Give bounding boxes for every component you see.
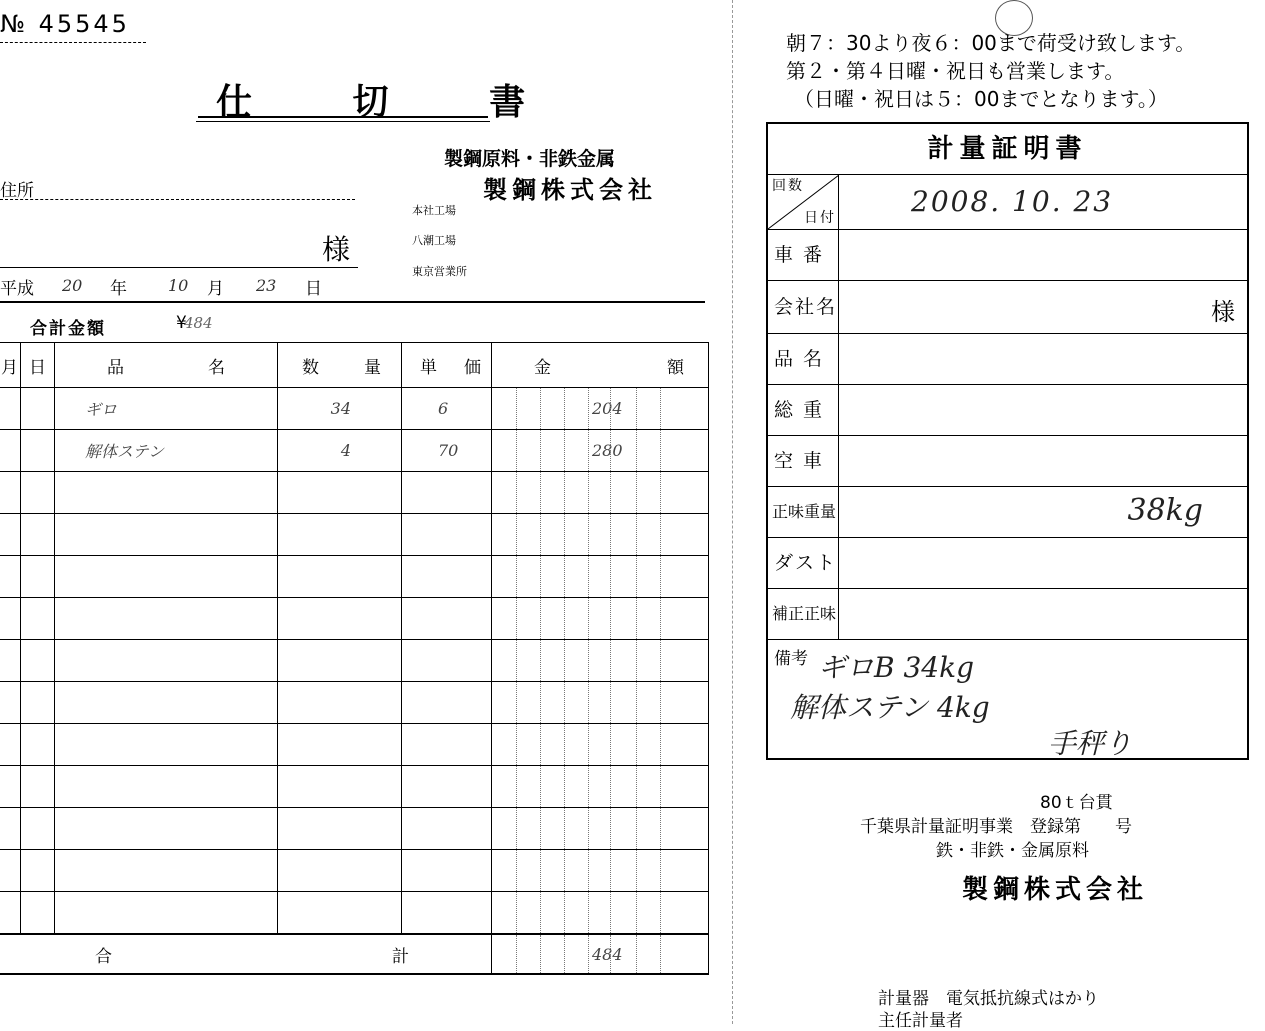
cert-row-date [768, 175, 1247, 230]
gross-label: 総 重 [768, 385, 839, 435]
amount-digit-separator [588, 388, 589, 429]
amount-digit-separator [540, 430, 541, 471]
cert-row-dust [768, 538, 1247, 589]
date-day-handwritten: 23 [256, 276, 277, 295]
date-month-unit: 月 [207, 279, 224, 299]
title-underline [198, 116, 488, 118]
gross-value [839, 385, 1247, 435]
amount-digit-separator [610, 892, 611, 933]
amount-digit-separator [660, 766, 661, 807]
materials-text: 鉄・非鉄・金属原料 [936, 841, 1089, 861]
table-row [0, 808, 709, 850]
amount-digit-separator [660, 935, 661, 973]
items-table-header [0, 343, 709, 388]
amount-digit-separator [540, 892, 541, 933]
date-line [0, 301, 705, 303]
amount-digit-separator [660, 514, 661, 555]
amount-digit-separator [540, 556, 541, 597]
items-table [0, 342, 709, 975]
amount-digit-separator [516, 766, 517, 807]
net-weight-handwritten: 38kg [1127, 493, 1203, 528]
company-value-cell [839, 281, 1247, 333]
amount-digit-separator [660, 388, 661, 429]
amount-digit-separator [564, 850, 565, 891]
chief-weigher-label: 主任計量者 [878, 1011, 963, 1031]
company-name: 製鋼株式会社 [483, 176, 657, 204]
cert-row-empty [768, 436, 1247, 487]
sum-amount: 484 [592, 945, 623, 964]
amount-digit-separator [610, 388, 611, 429]
amount-digit-separator [588, 430, 589, 471]
date-day-unit: 日 [305, 279, 322, 299]
amount-digit-separator [516, 850, 517, 891]
amount-digit-separator [636, 935, 637, 973]
header-price [402, 343, 492, 388]
row1-qty: 34 [330, 398, 351, 418]
header-amount [492, 343, 709, 388]
weighing-certificate [766, 122, 1249, 760]
amount-digit-separator [564, 640, 565, 681]
table-row [0, 388, 709, 430]
amount-digit-separator [516, 514, 517, 555]
amount-digit-separator [610, 430, 611, 471]
amount-digit-separator [540, 766, 541, 807]
amount-digit-separator [610, 556, 611, 597]
vehicle-value [839, 230, 1247, 280]
amount-digit-separator [636, 682, 637, 723]
header-qty-1: 数 [302, 357, 319, 378]
amount-digit-separator [540, 724, 541, 765]
amount-digit-separator [516, 598, 517, 639]
amount-digit-separator [660, 472, 661, 513]
amount-digit-separator [516, 430, 517, 471]
net-weight-cell [839, 487, 1247, 537]
amount-digit-separator [636, 766, 637, 807]
date-value-cell [839, 175, 1247, 229]
amount-digit-separator [610, 640, 611, 681]
amount-digit-separator [636, 514, 637, 555]
amount-digit-separator [564, 430, 565, 471]
dust-label: ダスト [768, 538, 839, 588]
corrected-net-label: 補正正味 [768, 589, 839, 639]
amount-digit-separator [540, 935, 541, 973]
corrected-net-value [839, 589, 1247, 639]
cert-row-vehicle [768, 230, 1247, 281]
row1-price: 6 [438, 398, 449, 418]
amount-digit-separator [540, 682, 541, 723]
table-row [0, 556, 709, 598]
amount-digit-separator [516, 808, 517, 849]
amount-digit-separator [516, 640, 517, 681]
notice-line-3: （日曜・祝日は５：00までとなります。） [794, 87, 1168, 111]
amount-digit-separator [540, 850, 541, 891]
title-underline-double [196, 121, 490, 122]
sum-label-2: 計 [392, 946, 409, 967]
amount-digit-separator [660, 724, 661, 765]
header-qty-2: 量 [364, 357, 381, 378]
amount-digit-separator [564, 514, 565, 555]
table-row [0, 892, 709, 935]
amount-digit-separator [660, 808, 661, 849]
table-row [0, 430, 709, 472]
amount-digit-separator [564, 598, 565, 639]
certificate-title: 計量証明書 [768, 124, 1247, 175]
header-amount-1: 金 [534, 357, 551, 378]
amount-digit-separator [636, 850, 637, 891]
amount-digit-separator [610, 850, 611, 891]
amount-digit-separator [588, 514, 589, 555]
count-date-label [768, 175, 839, 229]
amount-digit-separator [588, 892, 589, 933]
vehicle-label: 車 番 [768, 230, 839, 280]
amount-digit-separator [636, 598, 637, 639]
amount-digit-separator [588, 556, 589, 597]
cert-row-item [768, 334, 1247, 385]
date-year-handwritten: 20 [62, 276, 83, 295]
amount-digit-separator [588, 472, 589, 513]
remarks-label: 備考 [774, 649, 808, 669]
date-year-unit: 年 [110, 279, 127, 299]
row1-item: ギロ [85, 400, 118, 419]
amount-digit-separator [660, 640, 661, 681]
amount-digit-separator [636, 808, 637, 849]
footer-company-name: 製鋼株式会社 [962, 875, 1149, 905]
total-amount-handwritten: 484 [184, 314, 213, 332]
amount-digit-separator [540, 514, 541, 555]
empty-vehicle-label: 空 車 [768, 436, 839, 486]
cert-row-company [768, 281, 1247, 334]
cert-row-gross [768, 385, 1247, 436]
sum-label-1: 合 [95, 946, 112, 967]
header-item-2: 名 [208, 357, 225, 378]
amount-digit-separator [516, 682, 517, 723]
office-tokyo-sales: 東京営業所 [412, 265, 467, 278]
amount-digit-separator [636, 430, 637, 471]
empty-vehicle-value [839, 436, 1247, 486]
header-item [55, 343, 278, 388]
cert-date-handwritten: 2008. 10. 23 [911, 185, 1114, 218]
amount-digit-separator [636, 724, 637, 765]
amount-digit-separator [540, 640, 541, 681]
date-era: 平成 [0, 279, 34, 299]
amount-digit-separator [588, 850, 589, 891]
address-line [0, 199, 355, 200]
amount-digit-separator [564, 935, 565, 973]
instrument-text: 計量器 電気抵抗線式はかり [878, 989, 1099, 1009]
remarks-line-2: 解体ステン 4kg [790, 691, 990, 724]
net-weight-label: 正味重量 [768, 487, 839, 537]
table-row [0, 724, 709, 766]
address-label: 住所 [0, 181, 34, 201]
fold-line [732, 0, 733, 1024]
cert-row-net [768, 487, 1247, 538]
table-row [0, 514, 709, 556]
amount-digit-separator [540, 388, 541, 429]
customer-name-line [0, 267, 358, 268]
slip-number: № 45545 [0, 10, 130, 38]
amount-digit-separator [564, 682, 565, 723]
amount-digit-separator [564, 766, 565, 807]
amount-digit-separator [564, 388, 565, 429]
slip-number-underline [0, 42, 146, 43]
remarks-line-1: ギロB 34kg [818, 651, 974, 684]
amount-digit-separator [610, 682, 611, 723]
amount-digit-separator [564, 556, 565, 597]
row2-item: 解体ステン [85, 442, 164, 461]
amount-digit-separator [636, 556, 637, 597]
amount-digit-separator [564, 892, 565, 933]
notice-line-2: 第２・第４日曜・祝日も営業します。 [786, 59, 1125, 83]
company-label: 会社名 [768, 281, 839, 333]
amount-digit-separator [610, 724, 611, 765]
amount-digit-separator [610, 598, 611, 639]
amount-digit-separator [588, 808, 589, 849]
amount-digit-separator [610, 514, 611, 555]
table-row [0, 472, 709, 514]
table-row [0, 640, 709, 682]
row2-amount: 280 [592, 441, 623, 460]
amount-digit-separator [610, 472, 611, 513]
amount-digit-separator [588, 640, 589, 681]
business-category: 製鋼原料・非鉄金属 [444, 148, 616, 170]
amount-digit-separator [610, 808, 611, 849]
dust-value [839, 538, 1247, 588]
header-item-1: 品 [107, 357, 124, 378]
row1-amount: 204 [592, 399, 623, 418]
office-main-factory: 本社工場 [412, 204, 456, 217]
amount-digit-separator [636, 388, 637, 429]
amount-digit-separator [660, 850, 661, 891]
count-label: 回数 [772, 178, 804, 194]
header-price-2: 価 [464, 357, 481, 378]
document-title: 仕 切 書 [216, 82, 570, 123]
office-yashio-factory: 八潮工場 [412, 234, 456, 247]
amount-digit-separator [588, 724, 589, 765]
amount-digit-separator [660, 430, 661, 471]
notice-line-1: 朝７：30より夜６：00まで荷受け致します。 [786, 31, 1196, 55]
amount-digit-separator [540, 598, 541, 639]
amount-digit-separator [660, 682, 661, 723]
amount-digit-separator [564, 808, 565, 849]
sum-row [0, 934, 709, 974]
amount-digit-separator [588, 935, 589, 973]
item-label: 品 名 [768, 334, 839, 384]
company-honorific: 様 [1211, 298, 1235, 326]
total-amount-currency: ¥ [176, 313, 187, 333]
registration-text: 千葉県計量証明事業 登録第 号 [860, 817, 1132, 837]
amount-digit-separator [588, 598, 589, 639]
table-row [0, 598, 709, 640]
amount-digit-separator [660, 556, 661, 597]
total-amount-label: 合計金額 [30, 319, 106, 339]
amount-digit-separator [516, 472, 517, 513]
amount-digit-separator [564, 472, 565, 513]
amount-digit-separator [636, 472, 637, 513]
table-row [0, 766, 709, 808]
header-amount-2: 額 [667, 357, 684, 378]
honorific: 様 [322, 233, 351, 266]
amount-digit-separator [564, 724, 565, 765]
amount-digit-separator [610, 766, 611, 807]
amount-digit-separator [588, 682, 589, 723]
amount-digit-separator [660, 892, 661, 933]
item-value [839, 334, 1247, 384]
row2-price: 70 [438, 440, 459, 460]
date-month-handwritten: 10 [168, 276, 189, 295]
remarks-section [768, 640, 1247, 758]
table-row [0, 682, 709, 724]
amount-digit-separator [516, 556, 517, 597]
amount-digit-separator [610, 935, 611, 973]
scale-capacity: 80ｔ台貫 [1040, 793, 1113, 813]
amount-digit-separator [516, 935, 517, 973]
amount-digit-separator [516, 724, 517, 765]
remarks-line-3: 手秤り [1048, 727, 1133, 760]
cert-row-corrected [768, 589, 1247, 640]
row2-qty: 4 [340, 440, 351, 460]
header-qty [278, 343, 402, 388]
amount-digit-separator [540, 472, 541, 513]
amount-digit-separator [636, 640, 637, 681]
amount-digit-separator [516, 892, 517, 933]
date-label: 日付 [804, 210, 836, 226]
amount-digit-separator [660, 598, 661, 639]
header-day: 日 [21, 343, 55, 388]
amount-digit-separator [516, 388, 517, 429]
amount-digit-separator [588, 766, 589, 807]
amount-digit-separator [540, 808, 541, 849]
amount-digit-separator [636, 892, 637, 933]
header-month: 月 [0, 343, 21, 388]
table-row [0, 850, 709, 892]
header-price-1: 単 [420, 357, 437, 378]
